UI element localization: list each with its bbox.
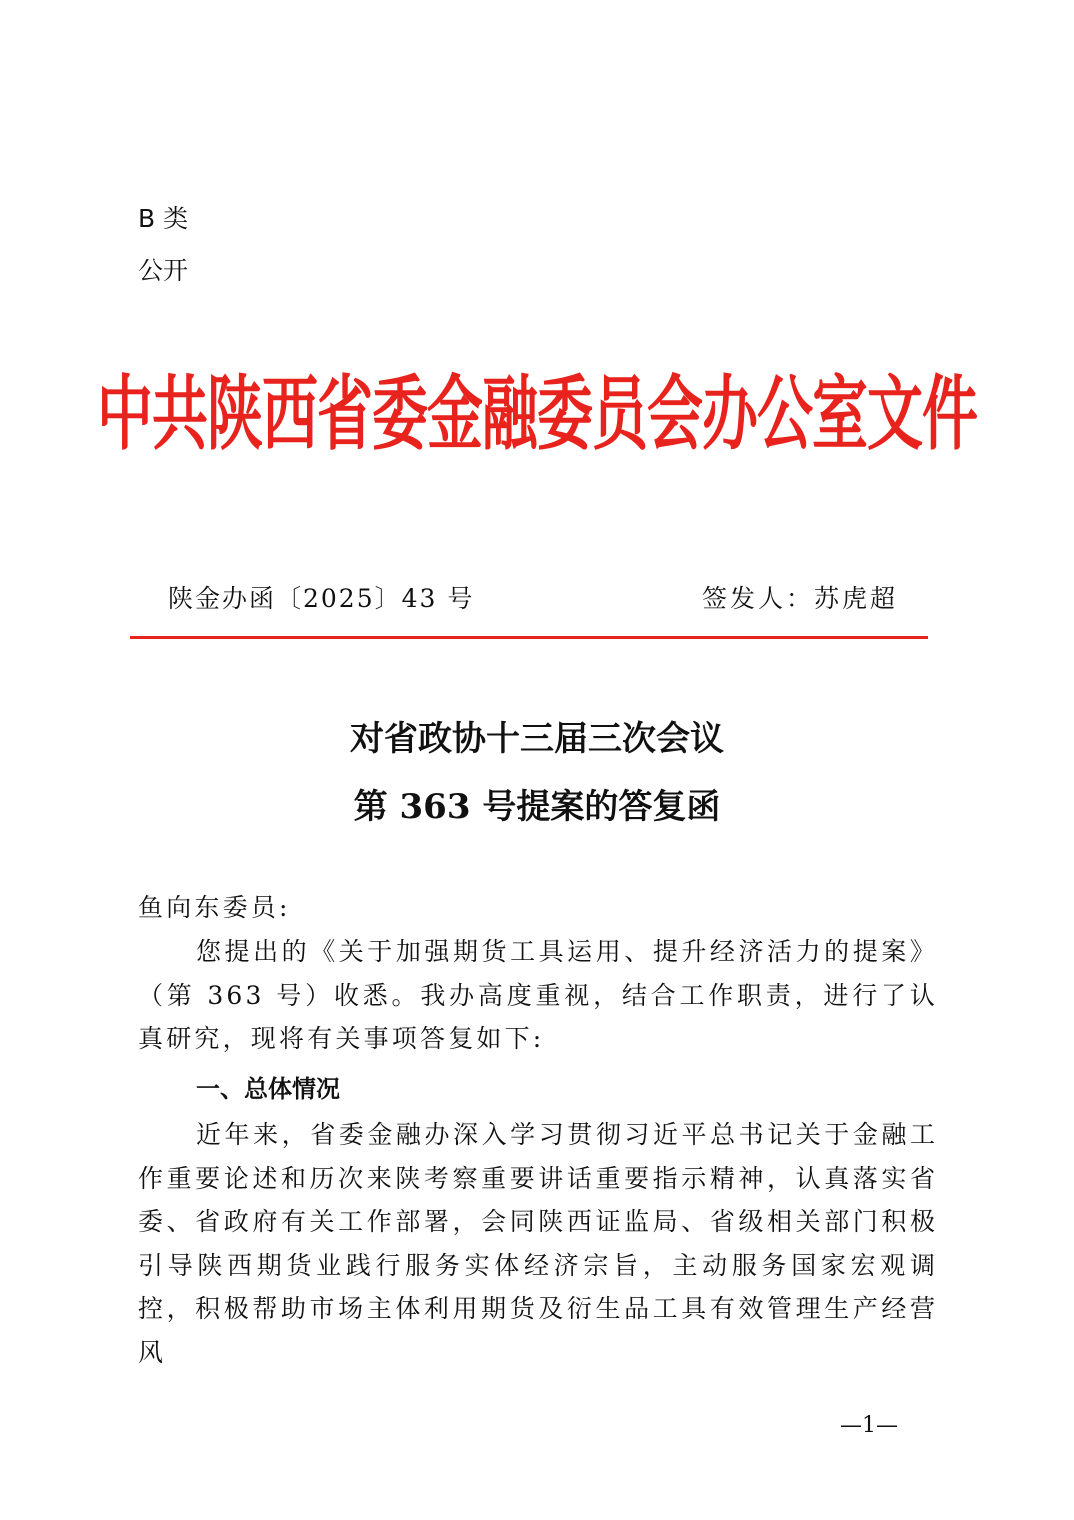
classification-category: B 类	[138, 204, 189, 233]
body-paragraph-1: 您提出的《关于加强期货工具运用、提升经济活力的提案》（第 363 号）收悉。我办高度重视，结合工作职责，进行了认真研究，现将有关事项答复如下:	[138, 937, 938, 1053]
red-separator-line	[130, 636, 928, 639]
classification-disclosure: 公开	[138, 256, 189, 285]
document-title-line-1: 对省政协十三届三次会议	[350, 719, 724, 759]
document-title-line-2: 第 363 号提案的答复函	[353, 787, 721, 827]
page-number: —1—	[840, 1413, 898, 1438]
document-masthead: 中共陕西省委金融委员会办公室文件	[97, 368, 977, 463]
document-signer: 签发人：苏虎超	[702, 584, 899, 613]
document-number: 陕金办函〔2025〕43 号	[168, 584, 475, 613]
section-heading-1: 一、总体情况	[196, 1075, 340, 1103]
body-paragraph-2: 近年来，省委金融办深入学习贯彻习近平总书记关于金融工作重要论述和历次来陕考察重要讲话重要指示精神，认真落实省委、省政府有关工作部署，会同陕西证监局、省级相关部门积极引导陕西期货业践行服务实体经济宗旨，主动服务国家宏观调控，积极帮助市场主体利用期货及衍生品工具有效管理生产经营风	[138, 1120, 938, 1367]
salutation: 鱼向东委员:	[138, 893, 291, 922]
